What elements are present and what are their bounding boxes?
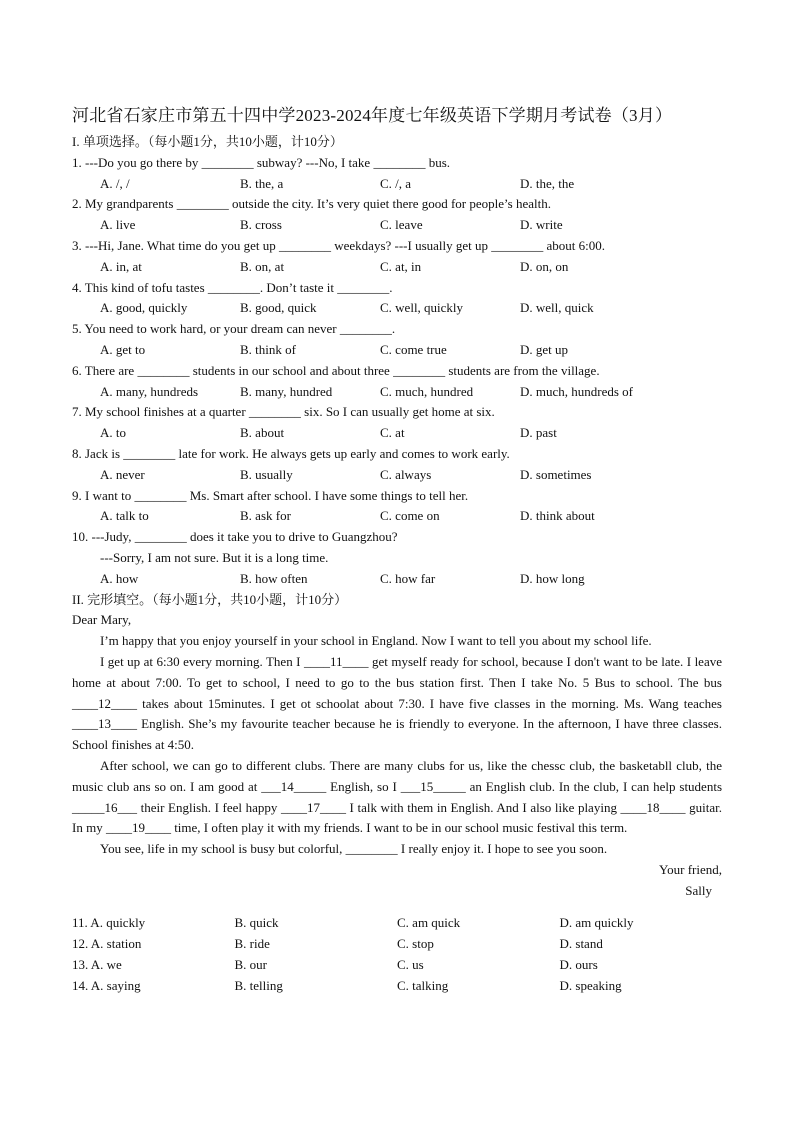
page-title: 河北省石家庄市第五十四中学2023-2024年度七年级英语下学期月考试卷（3月） xyxy=(72,106,673,125)
question-stem-continued: ---Sorry, I am not sure. But it is a long time. xyxy=(100,549,329,565)
option-choice: C. at xyxy=(380,425,405,441)
option-choice: C. come on xyxy=(380,508,440,524)
option-choice: D. how long xyxy=(520,570,585,586)
option-choice: D. am quickly xyxy=(559,915,634,931)
option-choice: B. usually xyxy=(240,466,293,482)
option-choice: A. get to xyxy=(100,341,146,357)
option-choice: B. the, a xyxy=(240,175,284,191)
option-choice: B. many, hundred xyxy=(240,383,333,399)
question-stem: 2. My grandparents ________ outside the city. It’s very quiet there good for people’s health. xyxy=(72,196,551,212)
question-stem: 1. ---Do you go there by ________ subway? ---No, I take ________ bus. xyxy=(72,154,451,170)
option-choice: B. on, at xyxy=(240,258,285,274)
option-choice: A. how xyxy=(100,570,139,586)
option-choice: C. am quick xyxy=(397,915,461,931)
exam-page xyxy=(72,104,722,997)
option-choice: 13. A. we xyxy=(72,957,122,973)
option-choice: C. leave xyxy=(380,217,423,233)
question-stem: 8. Jack is ________ late for work. He always gets up early and comes to work early. xyxy=(72,445,510,461)
option-choice: A. never xyxy=(100,466,145,482)
question-stem: 10. ---Judy, ________ does it take you to drive to Guangzhou? xyxy=(72,529,398,545)
section-cloze xyxy=(72,590,722,997)
letter-paragraph: I get up at 6:30 every morning. Then I ____11____ get myself ready for school, because I don't want to be late. I leave home at about 7:00. To get to school, I need to go to the bus station first. Then I take No. 5 Bus to school. The bus ____12____ takes about 15minutes. I get ot schoolat about 7:30. I have five classes in the morning. Ms. Wang teaches ____13____ English. She’s my favourite teacher because he is friendly to everyone. In the afternoon, I have three classes. School finishes at 4:50. xyxy=(72,653,722,753)
question-stem: 6. There are ________ students in our school and about three ________ students are from the village. xyxy=(72,362,600,378)
question-options xyxy=(72,465,722,486)
question-options xyxy=(72,298,722,319)
option-choice: B. ask for xyxy=(240,508,291,524)
letter-closing: Your friend, xyxy=(659,861,722,877)
option-choice: C. how far xyxy=(380,570,436,586)
question-options xyxy=(72,340,722,361)
question-options xyxy=(72,257,722,278)
option-choice: B. how often xyxy=(240,570,308,586)
letter-greeting: Dear Mary, xyxy=(72,612,132,628)
option-choice: A. live xyxy=(100,217,136,233)
option-choice: C. well, quickly xyxy=(380,300,464,316)
option-choice: C. us xyxy=(397,957,424,973)
option-choice: B. quick xyxy=(234,915,279,931)
option-choice: D. much, hundreds of xyxy=(520,383,634,399)
letter-paragraph: I’m happy that you enjoy yourself in your school in England. Now I want to tell you about my school life. xyxy=(100,633,652,649)
option-choice: D. write xyxy=(520,217,563,233)
letter-paragraph: You see, life in my school is busy but colorful, ________ I really enjoy it. I hope to see you soon. xyxy=(100,841,608,857)
option-choice: D. speaking xyxy=(559,977,622,993)
cloze-options-row xyxy=(72,976,722,997)
option-choice: A. good, quickly xyxy=(100,300,188,316)
option-choice: B. good, quick xyxy=(240,300,317,316)
option-choice: B. about xyxy=(240,425,285,441)
option-choice: A. to xyxy=(100,425,126,441)
cloze-options-row xyxy=(72,955,722,976)
letter-paragraph: After school, we can go to different clubs. There are many clubs for us, like the chessc club, the basketabll club, the music club ans so on. I am good at ___14_____ English, so I ___15_____ an English club. In the club, I can help students _____16___ their English. I feel happy ____17____ I talk with them in English. And I also like playing ____18____ guitar. In my ____19____ time, I often play it with my friends. I want to be in our school music festival this term. xyxy=(72,757,722,836)
question-stem: 3. ---Hi, Jane. What time do you get up ________ weekdays? ---I usually get up ________ about 6:00. xyxy=(72,237,606,253)
option-choice: D. well, quick xyxy=(520,300,594,316)
section-single-choice xyxy=(72,132,722,590)
option-choice: B. our xyxy=(234,957,267,973)
question-options xyxy=(72,506,722,527)
option-choice: B. ride xyxy=(234,936,270,952)
option-choice: B. cross xyxy=(240,217,282,233)
option-choice: A. /, / xyxy=(100,175,130,191)
option-choice: A. talk to xyxy=(100,508,149,524)
option-choice: A. in, at xyxy=(100,258,142,274)
option-choice: A. many, hundreds xyxy=(100,383,199,399)
option-choice: B. think of xyxy=(240,341,296,357)
option-choice: C. much, hundred xyxy=(380,383,474,399)
cloze-option-list xyxy=(72,913,722,996)
option-choice: C. talking xyxy=(397,977,449,993)
option-choice: C. come true xyxy=(380,341,447,357)
option-choice: D. stand xyxy=(559,936,603,952)
option-choice: D. sometimes xyxy=(520,466,592,482)
question-stem: 4. This kind of tofu tastes ________. Don’t taste it ________. xyxy=(72,279,393,295)
option-choice: D. on, on xyxy=(520,258,569,274)
question-options xyxy=(72,382,722,403)
question-stem: 5. You need to work hard, or your dream can never ________. xyxy=(72,321,396,337)
option-choice: B. telling xyxy=(234,977,283,993)
option-choice: C. always xyxy=(380,466,432,482)
cloze-options-row xyxy=(72,934,722,955)
question-options xyxy=(72,569,722,590)
option-choice: C. stop xyxy=(397,936,434,952)
question-list xyxy=(72,153,722,590)
option-choice: D. think about xyxy=(520,508,595,524)
option-choice: D. the, the xyxy=(520,175,575,191)
section2-heading: II. 完形填空。（每小题1分，共10小题，计10分） xyxy=(72,591,348,607)
section1-heading: I. 单项选择。（每小题1分，共10小题，计10分） xyxy=(72,134,343,149)
question-options xyxy=(72,423,722,444)
letter-signature: Sally xyxy=(685,882,712,898)
option-choice: 12. A. station xyxy=(72,936,142,952)
option-choice: 14. A. saying xyxy=(72,977,141,993)
option-choice: D. past xyxy=(520,425,557,441)
option-choice: 11. A. quickly xyxy=(72,915,146,931)
option-choice: C. /, a xyxy=(380,175,412,191)
option-choice: C. at, in xyxy=(380,258,422,274)
question-options xyxy=(72,174,722,195)
cloze-options-row xyxy=(72,913,722,934)
question-stem: 9. I want to ________ Ms. Smart after school. I have some things to tell her. xyxy=(72,487,469,503)
option-choice: D. get up xyxy=(520,341,569,357)
option-choice: D. ours xyxy=(559,957,598,973)
question-stem: 7. My school finishes at a quarter ________ six. So I can usually get home at six. xyxy=(72,404,495,420)
question-options xyxy=(72,215,722,236)
